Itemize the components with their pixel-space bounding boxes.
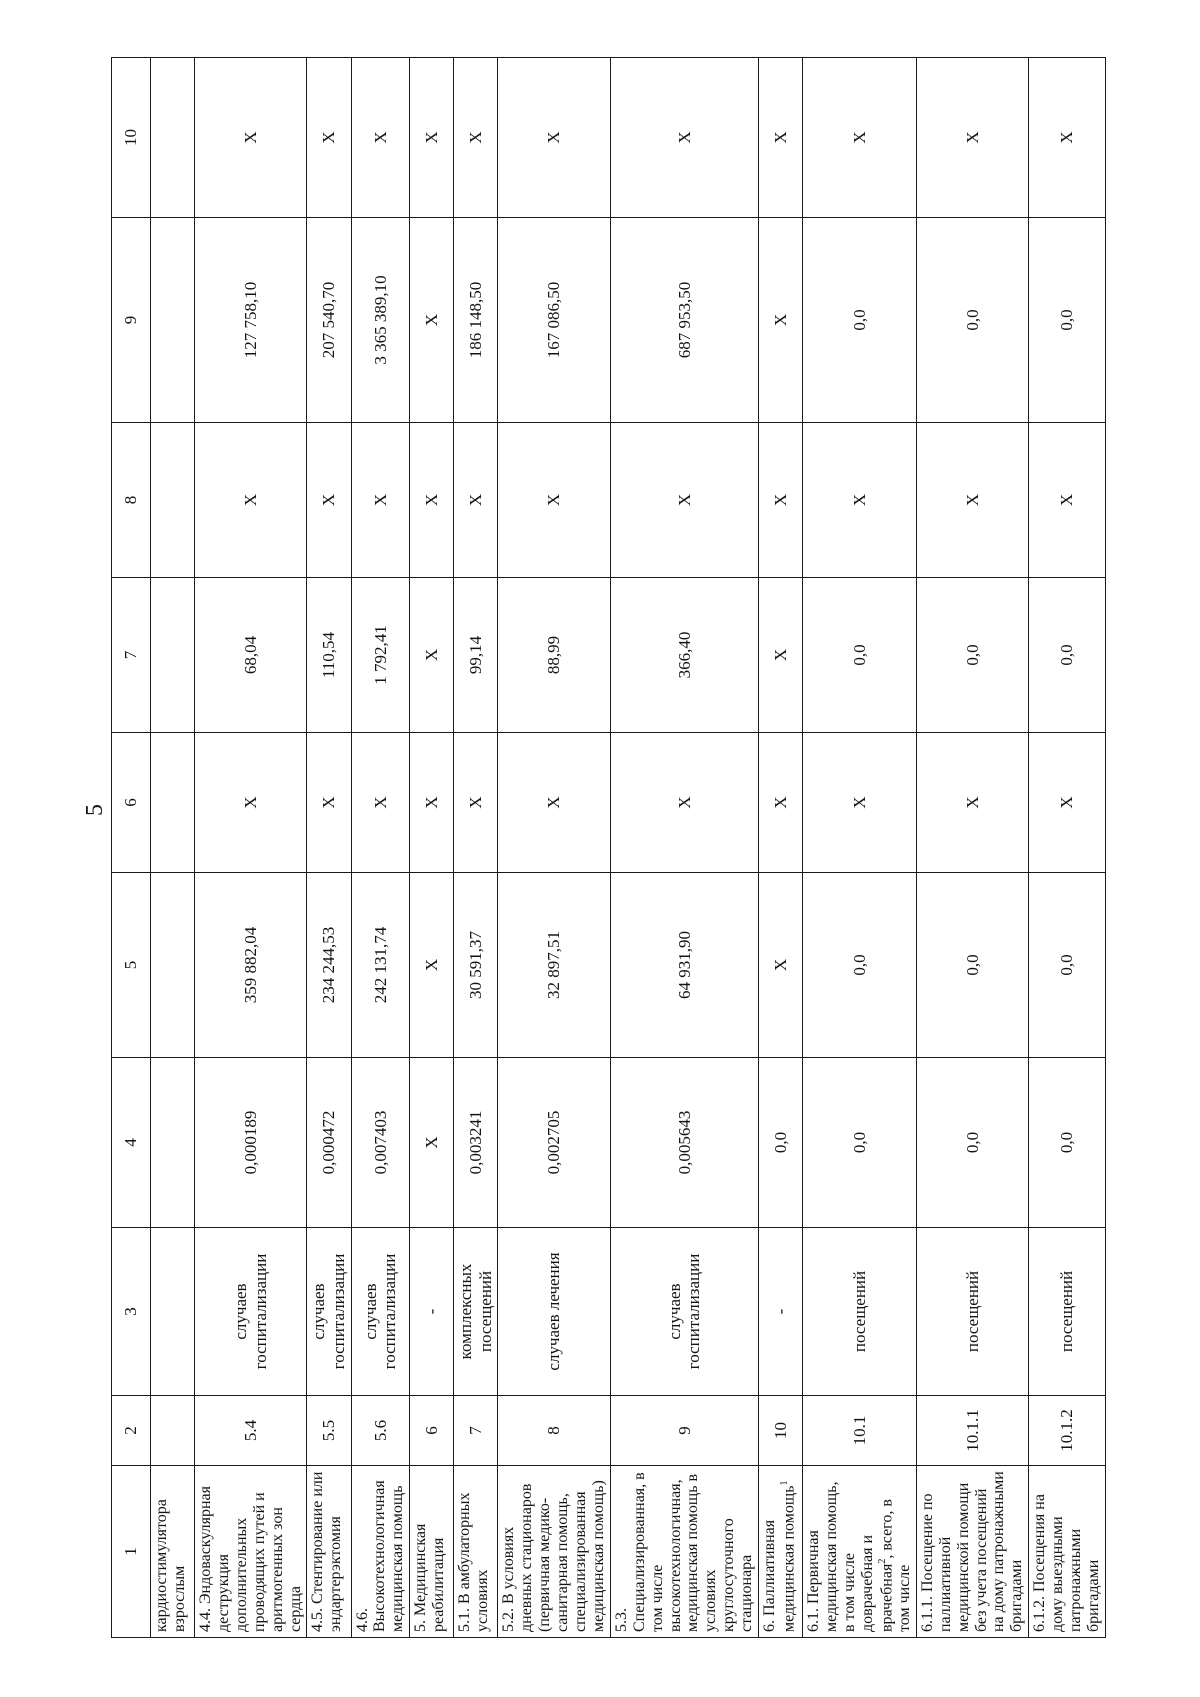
cell-col-3: комплексных посещений [454, 1228, 498, 1396]
table-row [454, 58, 498, 1638]
cell-col-7: 0,0 [1029, 578, 1106, 733]
cell-col-8: X [454, 423, 498, 578]
header-cell: 5 [112, 873, 151, 1058]
cell-col-6: X [454, 733, 498, 873]
cell-col-2: 5.6 [351, 1396, 410, 1466]
cell-col-7: X [759, 578, 803, 733]
row-name-text: 5.1. В амбулаторных условиях [456, 1492, 492, 1632]
cell-col-9: 186 148,50 [454, 218, 498, 423]
cell-col-6: X [307, 733, 351, 873]
cell-col-5: 359 882,04 [195, 873, 307, 1058]
header-cell: 6 [112, 733, 151, 873]
cell-col-3: случаев госпитализации [307, 1228, 351, 1396]
cell-col-7: 88,99 [498, 578, 610, 733]
cell-col-4: 0,007403 [351, 1058, 410, 1228]
cell-col-6: X [759, 733, 803, 873]
cell-col-4 [151, 1058, 195, 1228]
cell-col-7 [151, 578, 195, 733]
cell-col-10: X [610, 58, 758, 218]
cell-col-6: X [195, 733, 307, 873]
table-row [410, 58, 454, 1638]
cell-col-7: 0,0 [803, 578, 917, 733]
cell-col-10: X [454, 58, 498, 218]
cell-col-6: X [351, 733, 410, 873]
cell-col-7: 1 792,41 [351, 578, 410, 733]
cell-col-9: 0,0 [916, 218, 1028, 423]
row-name-text: 4.5. Стентирование или эндартерэктомия [309, 1471, 345, 1632]
cell-col-3: посещений [803, 1228, 917, 1396]
header-cell: 8 [112, 423, 151, 578]
cell-col-7: 68,04 [195, 578, 307, 733]
header-cell: 10 [112, 58, 151, 218]
header-cell: 4 [112, 1058, 151, 1228]
cell-col-10: X [1029, 58, 1106, 218]
cell-col-3 [151, 1228, 195, 1396]
cell-col-3: случаев госпитализации [610, 1228, 758, 1396]
table-row [916, 58, 1028, 1638]
cell-col-5: 0,0 [916, 873, 1028, 1058]
header-cell: 2 [112, 1396, 151, 1466]
row-name-cell [916, 1466, 1028, 1638]
cell-col-2: 5.5 [307, 1396, 351, 1466]
table-row [610, 58, 758, 1638]
row-name-cell [1029, 1466, 1106, 1638]
cell-col-4: 0,000472 [307, 1058, 351, 1228]
cell-col-8: X [803, 423, 917, 578]
cell-col-4: 0,0 [803, 1058, 917, 1228]
cell-col-5: 0,0 [1029, 873, 1106, 1058]
row-name-text: 6.1. Первичная медицинская помощь, в том числе доврачебная и врачебная [805, 1481, 895, 1632]
rotated-table-container [111, 58, 1102, 1638]
cell-col-6 [151, 733, 195, 873]
cell-col-9: 0,0 [1029, 218, 1106, 423]
cell-col-2: 10.1 [803, 1396, 917, 1466]
table-row [1029, 58, 1106, 1638]
row-name-text: 5.3. Специализированная, в том числе высокотехнологичная, медицинская помощь в условиях круглосуточного стационара [612, 1472, 756, 1632]
row-name-text: 6.1.1. Посещение по паллиативной медицинской помощи без учета посещений на дому патронажными бригадами [918, 1471, 1026, 1632]
cell-col-8: X [498, 423, 610, 578]
row-name-cell [307, 1466, 351, 1638]
cell-col-4: X [410, 1058, 454, 1228]
cell-col-4: 0,003241 [454, 1058, 498, 1228]
cell-col-2: 9 [610, 1396, 758, 1466]
cell-col-3: - [410, 1228, 454, 1396]
cell-col-2: 10 [759, 1396, 803, 1466]
cell-col-7: 110,54 [307, 578, 351, 733]
header-cell: 9 [112, 218, 151, 423]
cell-col-5: 32 897,51 [498, 873, 610, 1058]
cell-col-6: X [410, 733, 454, 873]
cell-col-4: 0,0 [916, 1058, 1028, 1228]
row-name-text: 4.6. Высокотехнологичная медицинская помощь [353, 1480, 407, 1632]
cell-col-5: 30 591,37 [454, 873, 498, 1058]
row-name-text: кардиостимулятора взрослым [153, 1499, 188, 1632]
cell-col-2: 6 [410, 1396, 454, 1466]
cell-col-2: 10.1.1 [916, 1396, 1028, 1466]
cell-col-9: 207 540,70 [307, 218, 351, 423]
cell-col-3: случаев госпитализации [195, 1228, 307, 1396]
footnote-marker: 1 [778, 1480, 790, 1486]
cell-col-7: 99,14 [454, 578, 498, 733]
row-name-cell [195, 1466, 307, 1638]
cell-col-5: X [759, 873, 803, 1058]
cell-col-6: X [610, 733, 758, 873]
row-name-text: 6.1.2. Посещения на дому выездными патронажными бригадами [1031, 1494, 1102, 1632]
cell-col-9: X [410, 218, 454, 423]
cell-col-9: X [759, 218, 803, 423]
cell-col-7: X [410, 578, 454, 733]
row-name-text: 5. Медицинская реабилитация [412, 1523, 448, 1632]
table-row [759, 58, 803, 1638]
cell-col-2 [151, 1396, 195, 1466]
cell-col-8: X [1029, 423, 1106, 578]
cell-col-8: X [195, 423, 307, 578]
cell-col-8: X [351, 423, 410, 578]
table-row [151, 58, 195, 1638]
cell-col-6: X [916, 733, 1028, 873]
header-cell: 7 [112, 578, 151, 733]
cell-col-9: 127 758,10 [195, 218, 307, 423]
cell-col-10: X [410, 58, 454, 218]
cell-col-10: X [195, 58, 307, 218]
cell-col-4: 0,000189 [195, 1058, 307, 1228]
cell-col-5: 242 131,74 [351, 873, 410, 1058]
cell-col-10 [151, 58, 195, 218]
cell-col-2: 5.4 [195, 1396, 307, 1466]
table-row [307, 58, 351, 1638]
cell-col-3: посещений [1029, 1228, 1106, 1396]
cell-col-8: X [610, 423, 758, 578]
cell-col-10: X [351, 58, 410, 218]
cell-col-4: 0,0 [1029, 1058, 1106, 1228]
data-table [111, 57, 1106, 1638]
cell-col-5: 234 244,53 [307, 873, 351, 1058]
cell-col-7: 366,40 [610, 578, 758, 733]
cell-col-9 [151, 218, 195, 423]
cell-col-10: X [916, 58, 1028, 218]
cell-col-10: X [498, 58, 610, 218]
cell-col-3: случаев лечения [498, 1228, 610, 1396]
row-name-text: 6. Паллиативная медицинская помощь [761, 1485, 798, 1632]
row-name-cell [610, 1466, 758, 1638]
cell-col-7: 0,0 [916, 578, 1028, 733]
row-name-text: 5.2. В условиях дневных стационаров (первичная медико-санитарная помощь, специализированная медицинская помощь) [500, 1480, 607, 1632]
cell-col-5 [151, 873, 195, 1058]
row-name-continuation: , всего, в том числе [877, 1499, 913, 1632]
cell-col-5: 64 931,90 [610, 873, 758, 1058]
table-row [803, 58, 917, 1638]
header-cell: 1 [112, 1466, 151, 1638]
table-row [195, 58, 307, 1638]
page-number: 5 [82, 804, 108, 816]
cell-col-9: 0,0 [803, 218, 917, 423]
cell-col-4: 0,005643 [610, 1058, 758, 1228]
cell-col-2: 10.1.2 [1029, 1396, 1106, 1466]
cell-col-3: - [759, 1228, 803, 1396]
header-row [112, 58, 151, 1638]
row-name-text: 4.4. Эндоваскулярная деструкция дополнительных проводящих путей и аритмогенных зон сердца [197, 1485, 304, 1632]
row-name-cell [351, 1466, 410, 1638]
cell-col-6: X [1029, 733, 1106, 873]
cell-col-3: посещений [916, 1228, 1028, 1396]
cell-col-6: X [803, 733, 917, 873]
cell-col-10: X [307, 58, 351, 218]
row-name-cell [151, 1466, 195, 1638]
cell-col-8 [151, 423, 195, 578]
row-name-cell [454, 1466, 498, 1638]
cell-col-4: 0,002705 [498, 1058, 610, 1228]
cell-col-8: X [307, 423, 351, 578]
cell-col-8: X [916, 423, 1028, 578]
cell-col-2: 8 [498, 1396, 610, 1466]
cell-col-10: X [803, 58, 917, 218]
cell-col-9: 167 086,50 [498, 218, 610, 423]
cell-col-9: 3 365 389,10 [351, 218, 410, 423]
table-row [498, 58, 610, 1638]
row-name-cell [759, 1466, 803, 1638]
cell-col-2: 7 [454, 1396, 498, 1466]
header-cell: 3 [112, 1228, 151, 1396]
cell-col-8: X [759, 423, 803, 578]
footnote-marker: 2 [876, 1558, 888, 1564]
cell-col-10: X [759, 58, 803, 218]
cell-col-5: X [410, 873, 454, 1058]
table-row [351, 58, 410, 1638]
cell-col-8: X [410, 423, 454, 578]
cell-col-9: 687 953,50 [610, 218, 758, 423]
cell-col-4: 0,0 [759, 1058, 803, 1228]
cell-col-6: X [498, 733, 610, 873]
row-name-cell [410, 1466, 454, 1638]
row-name-cell [803, 1466, 917, 1638]
cell-col-5: 0,0 [803, 873, 917, 1058]
cell-col-3: случаев госпитализации [351, 1228, 410, 1396]
row-name-cell [498, 1466, 610, 1638]
